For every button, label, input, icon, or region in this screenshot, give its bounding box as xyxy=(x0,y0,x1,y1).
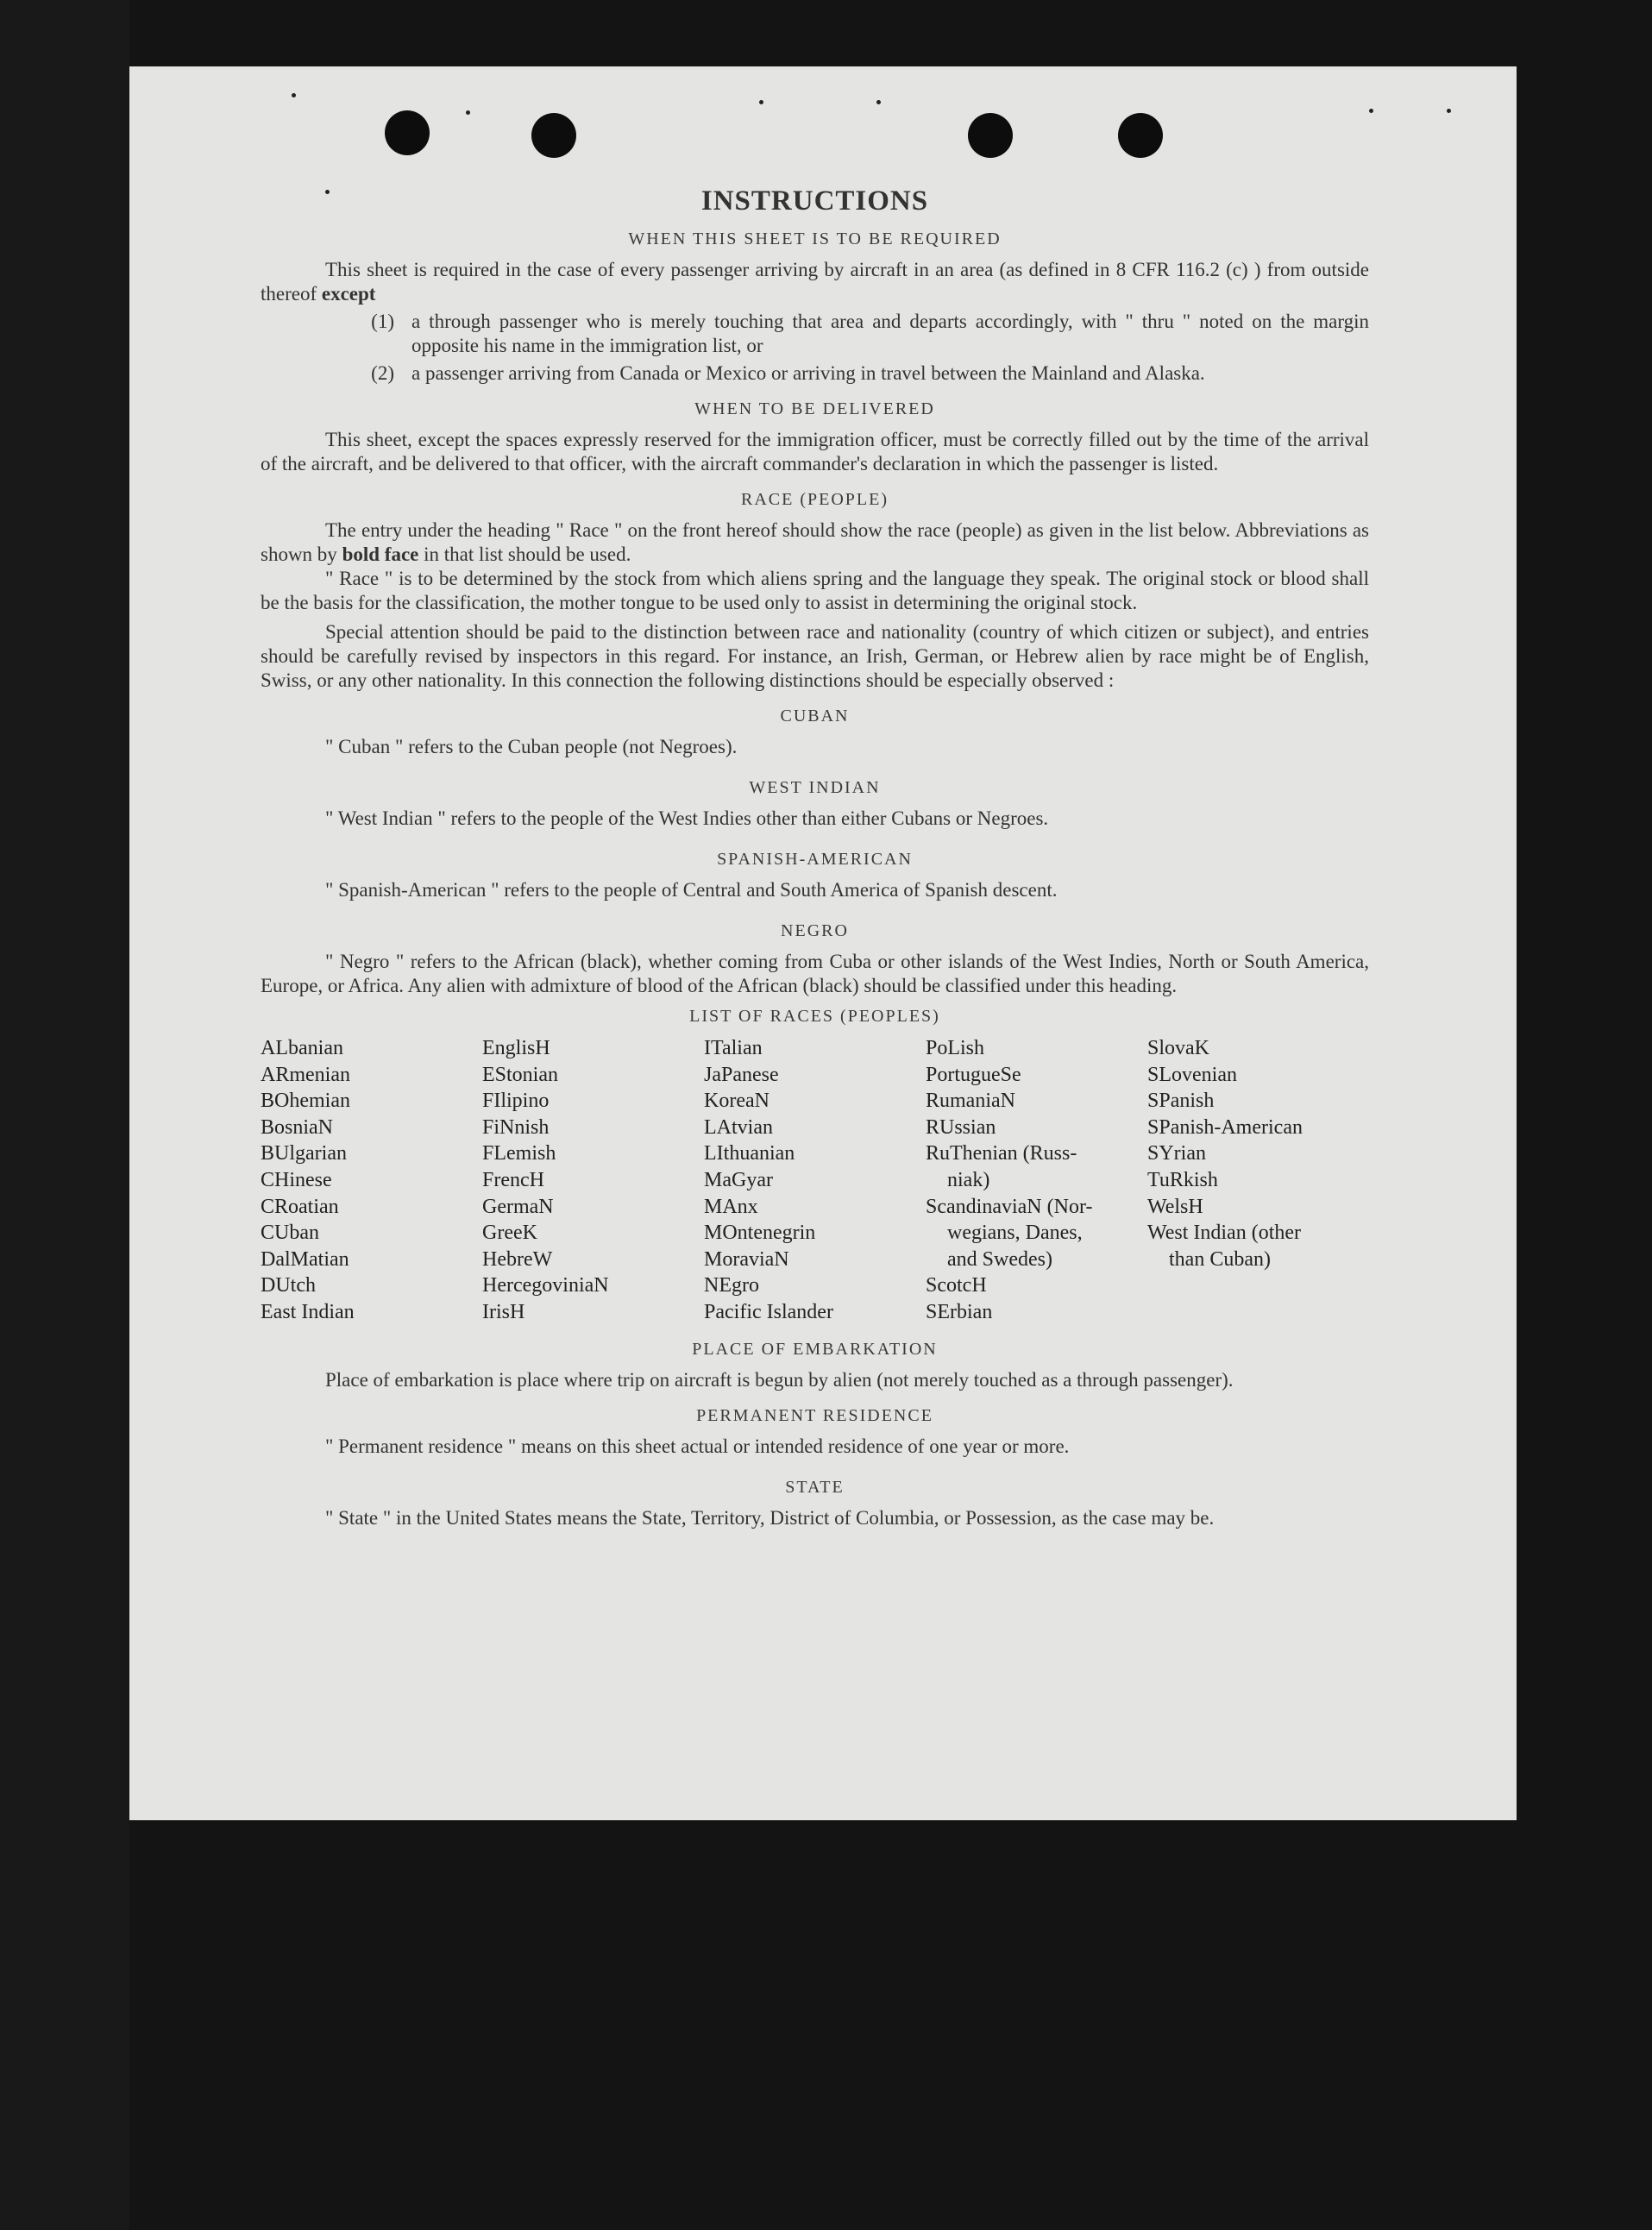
race-entry: SLovenian xyxy=(1147,1063,1237,1086)
race-entry: MOntenegrin xyxy=(704,1222,816,1245)
race-entry: than Cuban) xyxy=(1169,1247,1271,1271)
race-entry: JaPanese xyxy=(704,1063,779,1086)
punch-hole xyxy=(1118,113,1163,158)
race-entry: HebreW xyxy=(482,1247,553,1271)
race-entry: ALbanian xyxy=(261,1037,343,1059)
race-entry: NEgro xyxy=(704,1274,759,1297)
state-text: " State " in the United States means the State, Territory, District of Columbia, or Possession, as the case may be. xyxy=(325,1506,1215,1529)
speck xyxy=(876,100,881,104)
heading-negro: NEGRO xyxy=(781,921,849,940)
heading-west-indian: WEST INDIAN xyxy=(749,778,881,797)
race-entry: IrisH xyxy=(482,1300,525,1323)
race-entry: RUssian xyxy=(926,1115,996,1139)
race-entry: CRoatian xyxy=(261,1195,339,1218)
heading-cuban: CUBAN xyxy=(780,707,850,726)
race-entry: BosniaN xyxy=(261,1115,333,1139)
speck xyxy=(1447,109,1451,113)
race-entry: SlovaK xyxy=(1147,1037,1209,1059)
race-entry: PoLish xyxy=(926,1037,985,1059)
race-paragraph-2: " Race " is to be determined by the stock from which aliens spring and the language they speak. The original stock or blood shall be the basis for the classification, the mother tongue to be used only to assist in determining the original stock. xyxy=(261,568,1369,613)
speck xyxy=(466,110,470,115)
heading-when-delivered: WHEN TO BE DELIVERED xyxy=(694,399,935,418)
race-entry: MaGyar xyxy=(704,1168,773,1191)
punch-hole xyxy=(968,113,1013,158)
heading-when-required: WHEN THIS SHEET IS TO BE REQUIRED xyxy=(628,229,1002,248)
race-entry: EStonian xyxy=(482,1063,558,1086)
race-entry: SYrian xyxy=(1147,1142,1206,1165)
west-indian-text: " West Indian " refers to the people of the West Indies other than either Cubans or Negroes. xyxy=(325,807,1049,829)
race-entry: FrencH xyxy=(482,1168,544,1191)
punch-hole xyxy=(385,110,430,155)
race-entry: TuRkish xyxy=(1147,1168,1218,1191)
race-entry: ITalian xyxy=(704,1037,763,1059)
race-entry: SPanish xyxy=(1147,1090,1215,1113)
when-delivered-text: This sheet, except the spaces expressly reserved for the immigration officer, must be correctly filled out by the time of the arrival of the aircraft, and be delivered to that officer, with the aircraft commander's declaration in which the passenger is listed. xyxy=(261,429,1369,474)
race-column xyxy=(261,1035,482,1326)
race-entry: GreeK xyxy=(482,1222,537,1245)
race-entry: WelsH xyxy=(1147,1195,1203,1218)
race-entry: ARmenian xyxy=(261,1063,350,1086)
race-entry: and Swedes) xyxy=(947,1247,1052,1271)
cuban-text: " Cuban " refers to the Cuban people (not Negroes). xyxy=(325,736,738,757)
heading-spanish-american: SPANISH-AMERICAN xyxy=(717,850,913,869)
heading-permanent-residence: PERMANENT RESIDENCE xyxy=(696,1405,933,1425)
race-entry: FLemish xyxy=(482,1142,556,1165)
race-entry: CUban xyxy=(261,1222,319,1245)
race-entry: BOhemian xyxy=(261,1090,350,1113)
speck xyxy=(1369,109,1373,113)
race-column xyxy=(1147,1035,1369,1326)
race-entry: FiNnish xyxy=(482,1115,550,1139)
speck xyxy=(759,100,763,104)
race-entry: East Indian xyxy=(261,1300,355,1323)
race-entry: RumaniaN xyxy=(926,1090,1015,1113)
race-entry: CHinese xyxy=(261,1168,332,1191)
instructions-content xyxy=(261,185,1369,1530)
negro-text: " Negro " refers to the African (black), whether coming from Cuba or other islands of the West Indies, North or South America, Europe, or Africa. Any alien with admixture of blood of the African (black) should be classified under this heading. xyxy=(261,951,1369,996)
race-entry: EnglisH xyxy=(482,1037,550,1059)
race-entry: Pacific Islander xyxy=(704,1300,833,1323)
permanent-residence-text: " Permanent residence " means on this sheet actual or intended residence of one year or more. xyxy=(325,1435,1070,1457)
heading-state: STATE xyxy=(785,1477,845,1497)
race-column xyxy=(926,1035,1147,1326)
race-entry: DUtch xyxy=(261,1274,316,1297)
speck xyxy=(292,93,296,97)
races-list xyxy=(261,1035,1369,1326)
race-column xyxy=(482,1035,704,1326)
race-entry: FIlipino xyxy=(482,1090,550,1113)
race-entry: RuThenian (Russ- xyxy=(926,1142,1077,1165)
punch-hole xyxy=(531,113,576,158)
race-entry: HercegoviniaN xyxy=(482,1274,609,1297)
when-required-intro: This sheet is required in the case of every passenger arriving by aircraft in an area (as defined in 8 CFR 116.2 (c) ) from outside thereof except xyxy=(261,259,1369,305)
race-entry: KoreaN xyxy=(704,1090,769,1113)
race-entry: wegians, Danes, xyxy=(947,1222,1083,1245)
exception-item-2: (2) a passenger arriving from Canada or Mexico or arriving in travel between the Mainland and Alaska. xyxy=(371,362,1205,384)
race-entry: SErbian xyxy=(926,1300,993,1323)
race-entry: LIthuanian xyxy=(704,1142,795,1165)
race-entry: PortugueSe xyxy=(926,1063,1021,1086)
spanish-american-text: " Spanish-American " refers to the people of Central and South America of Spanish descent. xyxy=(325,879,1058,901)
page-title: INSTRUCTIONS xyxy=(700,185,929,217)
race-entry: GermaN xyxy=(482,1195,554,1218)
race-entry: niak) xyxy=(947,1168,990,1191)
race-entry: LAtvian xyxy=(704,1115,773,1139)
race-column xyxy=(704,1035,926,1326)
race-entry: DalMatian xyxy=(261,1247,349,1271)
race-paragraph-3: Special attention should be paid to the distinction between race and nationality (country of which citizen or subject), and entries should be carefully revised by inspectors in this regard. For instance, an Irish, German, or Hebrew alien by race might be of English, Swiss, or any other nationality. In this connection the following distinctions should be especially observed : xyxy=(261,621,1369,691)
exception-item-1: (1) a through passenger who is merely touching that area and departs accordingly, with " thru " noted on the margin opposite his name in the immigration list, or xyxy=(371,311,1369,356)
race-entry: BUlgarian xyxy=(261,1142,347,1165)
document-page xyxy=(129,66,1517,1820)
embarkation-text: Place of embarkation is place where trip on aircraft is begun by alien (not merely touched as a through passenger). xyxy=(325,1368,1234,1391)
race-entry: ScandinaviaN (Nor- xyxy=(926,1195,1093,1218)
race-entry: SPanish-American xyxy=(1147,1115,1303,1139)
race-entry: MoraviaN xyxy=(704,1247,789,1271)
heading-embarkation: PLACE OF EMBARKATION xyxy=(692,1339,938,1359)
heading-race: RACE (PEOPLE) xyxy=(741,490,889,509)
race-entry: West Indian (other xyxy=(1147,1222,1302,1245)
race-entry: ScotcH xyxy=(926,1274,987,1297)
race-paragraph-1: The entry under the heading " Race " on the front hereof should show the race (people) as given in the list below. Abbreviations as shown by bold face in that list should be used. xyxy=(261,519,1369,565)
race-entry: MAnx xyxy=(704,1195,758,1218)
heading-list-of-races: LIST OF RACES (PEOPLES) xyxy=(689,1007,940,1026)
scan-background xyxy=(0,0,129,2230)
